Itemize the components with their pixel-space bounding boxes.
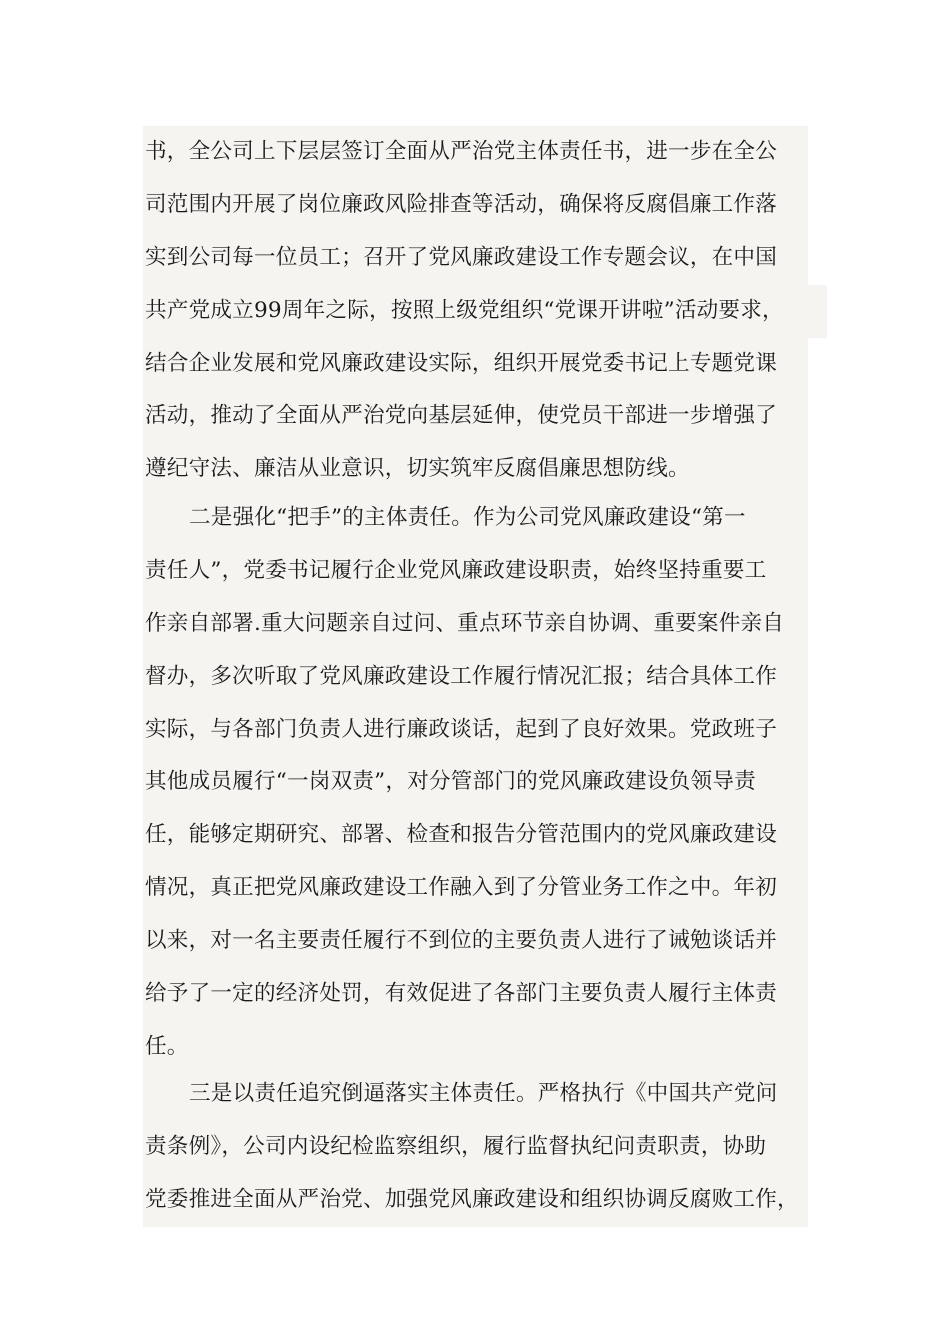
- text-line: 活动，推动了全面从严治党向基层延伸，使党员干部进一步增强了: [145, 403, 778, 429]
- text-line: 遵纪守法、廉洁从业意识，切实筑牢反腐倡廉思想防线。: [145, 456, 690, 482]
- paragraph-3: [143, 1068, 808, 1227]
- text-line: 党委推进全面从严治党、加强党风廉政建设和组织协调反腐败工作，: [145, 1186, 799, 1212]
- text-line: 三是以责任追究倒逼落实主体责任。严格执行《中国共产党问: [189, 1081, 778, 1106]
- text-line: 二是强化“把手”的主体责任。作为公司党风廉政建设“第一: [189, 505, 746, 530]
- text-line: 结合企业发展和党风廉政建设实际，组织开展党委书记上专题党课: [145, 350, 778, 376]
- text-line: 实际，与各部门负责人进行廉政谈话，起到了良好效果。党政班子: [145, 716, 778, 742]
- text-line: 督办，多次听取了党风廉政建设工作履行情况汇报；结合具体工作: [145, 663, 778, 689]
- text-line: 书，全公司上下层层签订全面从严治党主体责任书，进一步在全公: [145, 139, 778, 164]
- text-line: 责条例》，公司内设纪检监察组织，履行监督执纪问责职责，协助: [145, 1133, 767, 1159]
- text-line: 作亲自部署.重大问题亲自过问、重点环节亲自协调、重要案件亲自: [145, 610, 785, 636]
- paragraph-1: [143, 126, 808, 496]
- text-line: 共产党成立99周年之际，按照上级党组织“党课开讲啦”活动要求，: [143, 285, 827, 338]
- text-line: 司范围内开展了岗位廉政风险排查等活动，确保将反腐倡廉工作落: [145, 191, 778, 217]
- text-line: 以来，对一名主要责任履行不到位的主要负责人进行了诫勉谈话并: [145, 928, 778, 954]
- text-line: 责任人”，党委书记履行企业党风廉政建设职责，始终坚持重要工: [145, 557, 767, 583]
- text-line: 给予了一定的经济处罚，有效促进了各部门主要负责人履行主体责: [145, 981, 778, 1007]
- text-line: 实到公司每一位员工；召开了党风廉政建设工作专题会议，在中国: [145, 244, 778, 270]
- text-line: 任，能够定期研究、部署、检查和报告分管范围内的党风廉政建设: [145, 822, 778, 848]
- text-line: 任。: [145, 1033, 189, 1059]
- text-line: 其他成员履行“一岗双责”，对分管部门的党风廉政建设负领导责: [145, 769, 756, 795]
- paragraph-2: [143, 492, 808, 1074]
- text-line: 情况，真正把党风廉政建设工作融入到了分管业务工作之中。年初: [145, 875, 778, 901]
